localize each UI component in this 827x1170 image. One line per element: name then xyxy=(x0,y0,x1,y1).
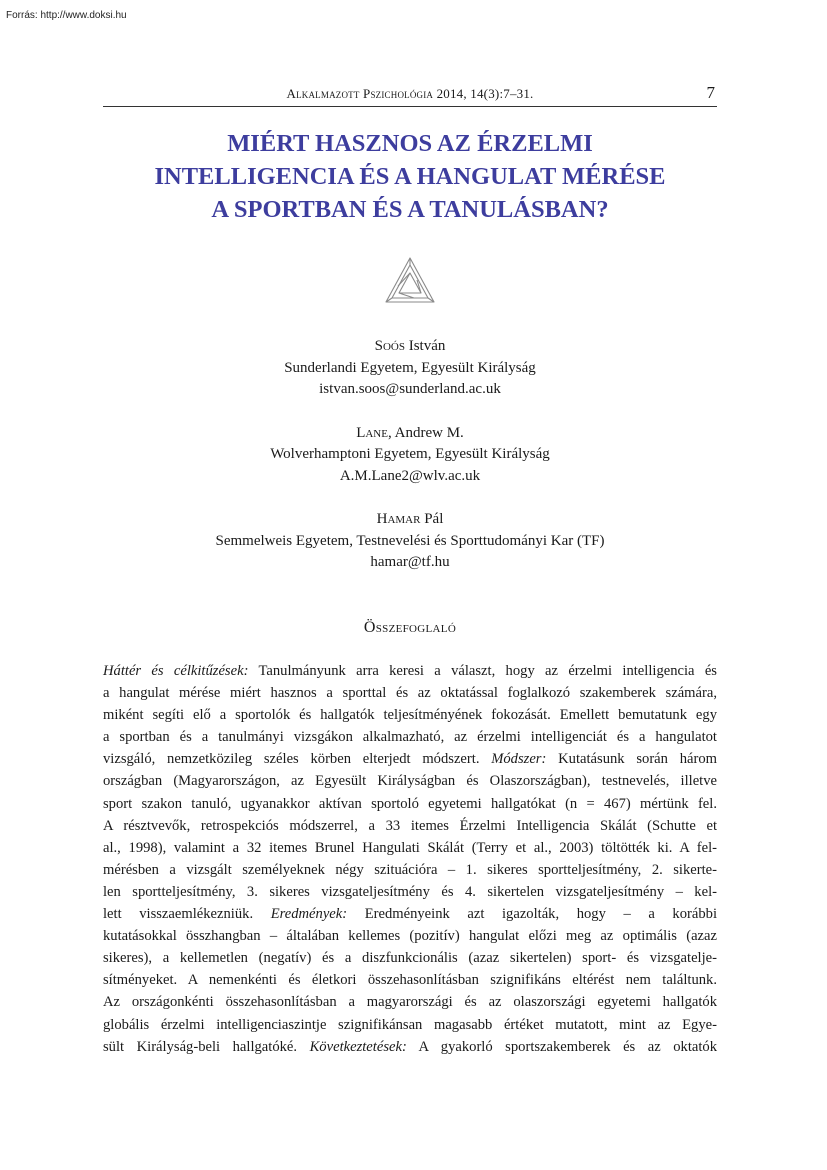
abstract-line: sikeres), a kellemetlen (negatív) és a diszfunkcionális (azaz sikertelen) sport- és vizsgatelje- xyxy=(103,950,717,967)
author-name xyxy=(103,509,717,531)
author-block xyxy=(103,423,717,488)
abstract-line: kutatásokkal összhangban – általában kellemes (pozitív) hangulat előzi meg az optimális (azaz xyxy=(103,928,717,945)
author-email: A.M.Lane2@wlv.ac.uk xyxy=(339,467,481,484)
section-label-background: Háttér és célkitűzések: xyxy=(103,663,249,679)
author-name xyxy=(103,423,717,445)
page-number: 7 xyxy=(706,83,715,102)
abstract-line: a hangulat mérése miért hasznos a sporttal és az oktatással foglalkozó szakemberek számára, xyxy=(103,685,717,702)
author-list xyxy=(103,336,717,596)
abstract-line: sült Királyság-beli hallgatóké. Következtetések: A gyakorló sportszakemberek és az oktatók xyxy=(103,1038,717,1055)
section-label-method: Módszer: xyxy=(491,751,547,768)
author-given-name: Pál xyxy=(420,511,444,527)
author-given-name: , Andrew M. xyxy=(387,424,464,441)
abstract-line: a sportban és a tanulmányi vizsgákon alkalmazható, az érzelmi intelligenciát és a hangulatot xyxy=(103,729,717,746)
author-block xyxy=(103,509,717,574)
author-email: istvan.soos@sunderland.ac.uk xyxy=(319,381,501,397)
abstract-line: Háttér és célkitűzések: Tanulmányunk arra keresi a választ, hogy az érzelmi intelligencia és xyxy=(103,663,717,679)
section-label-results: Eredmények: xyxy=(270,906,348,923)
author-surname: Hamar xyxy=(376,511,421,527)
author-surname: Soós xyxy=(374,338,405,354)
abstract-line: len sportteljesítmény, 3. sikeres vizsgateljesítmény és 4. sikertelen vizsgateljesítmény – kel- xyxy=(103,883,717,900)
author-affiliation: Semmelweis Egyetem, Testnevelési és Sporttudományi Kar (TF) xyxy=(215,532,605,549)
abstract-line: globális érzelmi intelligenciaszintje szignifikánsan magasabb értéket mutatott, mint az Egye- xyxy=(103,1016,717,1033)
abstract-line: sítményeket. A nemenkénti és életkori összehasonlításban szignifikáns eltérést nem találtunk. xyxy=(103,972,717,989)
abstract-body xyxy=(103,660,717,1058)
author-affiliation: Wolverhamptoni Egyetem, Egyesült Királyság xyxy=(270,446,550,462)
abstract-line: országban (Magyarországon, az Egyesült Királyságban és Olaszországban), testnevelés, illetve xyxy=(103,773,717,790)
abstract-line: Az országonkénti összehasonlításban a magyarországi és az olaszországi egyetemi hallgatók xyxy=(103,994,717,1011)
journal-citation: Alkalmazott Pszichológia 2014, 14(3):7–31. xyxy=(286,86,534,101)
journal-logo-icon xyxy=(384,256,436,306)
abstract-line: al., 1998), valamint a 32 itemes Brunel Hangulati Skálát (Terry et al., 2003) töltötték ki. A fel- xyxy=(103,839,717,856)
author-affiliation: Sunderlandi Egyetem, Egyesült Királyság xyxy=(284,359,536,376)
article-title xyxy=(103,127,717,226)
abstract-line: vizsgáló, nemzetközileg széles körben elterjedt módszert. Módszer: Kutatásunk során három xyxy=(103,751,717,768)
running-head xyxy=(103,83,717,107)
title-line: MIÉRT HASZNOS AZ ÉRZELMI xyxy=(227,130,593,157)
author-email: hamar@tf.hu xyxy=(370,554,450,570)
title-line: INTELLIGENCIA ÉS A HANGULAT MÉRÉSE xyxy=(154,163,666,190)
section-label-conclusions: Következtetések: xyxy=(309,1038,407,1055)
abstract-heading: Összefoglaló xyxy=(363,619,457,636)
source-url: Forrás: http://www.doksi.hu xyxy=(6,10,127,21)
author-name xyxy=(103,336,717,358)
abstract-line: mérésben a vizsgált személyeknek négy szituációra – 1. sikeres sportteljesítmény, 2. sikerte- xyxy=(103,861,717,878)
author-given-name: István xyxy=(404,338,446,354)
title-line: A SPORTBAN ÉS A TANULÁSBAN? xyxy=(211,196,609,223)
author-surname: Lane xyxy=(356,424,388,441)
abstract-line: lett visszaemlékezniük. Eredmények: Eredményeink azt igazolták, hogy – a korábbi xyxy=(103,906,717,923)
abstract-line: sport szakon tanuló, ugyanakkor aktívan sportoló egyetemi hallgatókat (n = 467) mértünk fel. xyxy=(103,795,717,812)
abstract-line: A résztvevők, retrospekciós módszerrel, a 33 itemes Érzelmi Intelligencia Skálát (Schutte et xyxy=(103,817,717,834)
author-block xyxy=(103,336,717,401)
abstract-line: miként segíti elő a sportolók és hallgatók teljesítményének fokozását. Emellett bemutatunk egy xyxy=(103,707,717,724)
